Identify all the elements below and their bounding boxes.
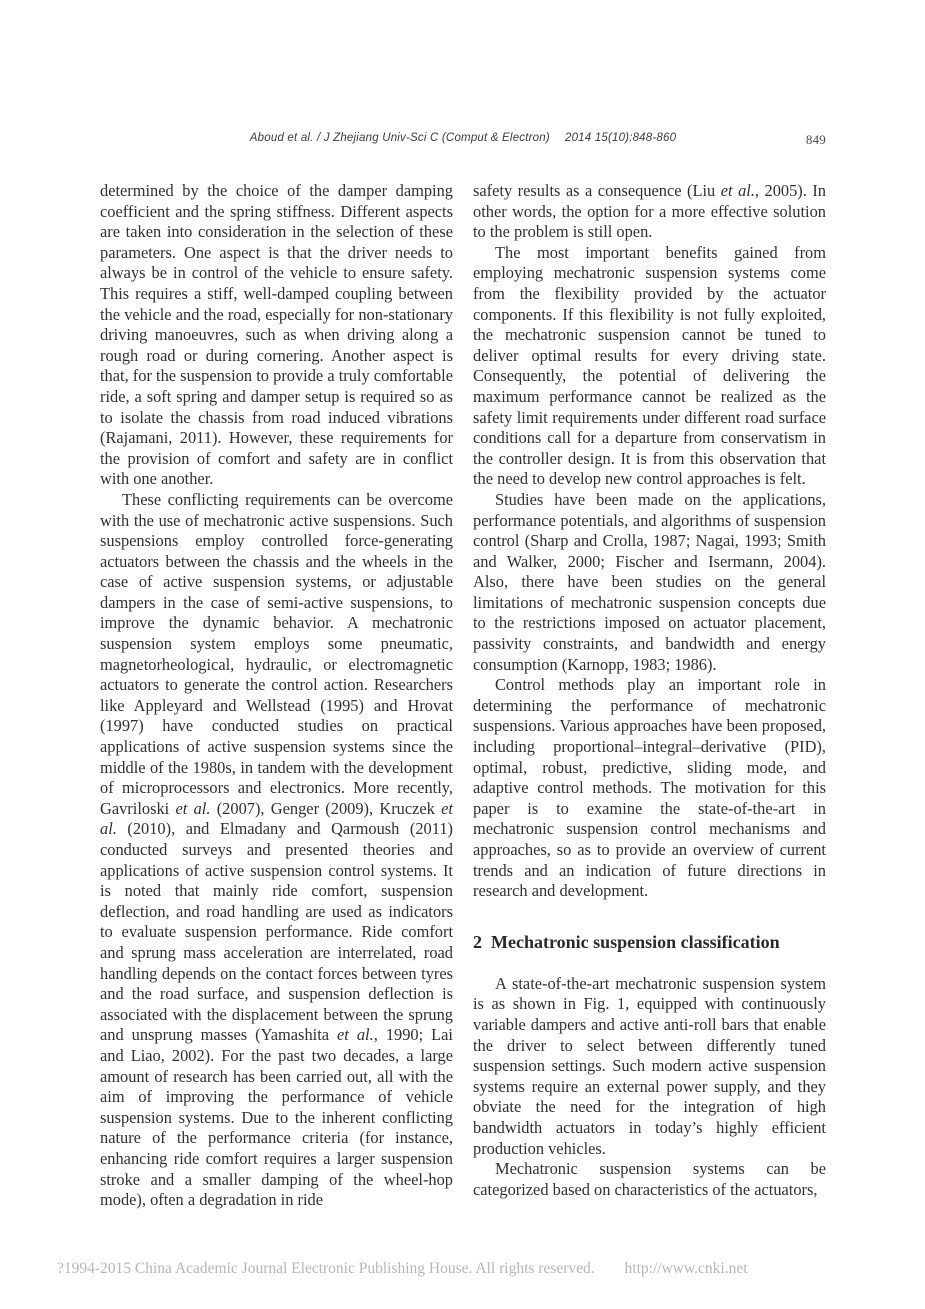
- paragraph: Studies have been made on the applications, performance potentials, and algorithms of suspension control (Sharp and Crolla, 1987; Nagai, 1993; Smith and Walker, 2000; Fischer and Isermann, 2004). Also, there have been studies on the general limitations of mechatronic suspension concepts due to the restrictions imposed on actuator placement, passivity constraints, and bandwidth and energy consumption (Karnopp, 1983; 1986).: [473, 489, 826, 674]
- footer-url: http://www.cnki.net: [624, 1260, 748, 1277]
- section-heading: 2 Mechatronic suspension classification: [473, 931, 780, 952]
- paragraph: determined by the choice of the damper damping coefficient and the spring stiffness. Different aspects are taken into consideration in the selection of these parameters. One aspect is that the driver needs to always be in control of the vehicle to ensure safety. This requires a stiff, well-damped coupling between the vehicle and the road, especially for non-stationary driving manoeuvres, such as when driving along a rough road or during cornering. Another aspect is that, for the suspension to provide a truly comfortable ride, a soft spring and damper setup is required so as to isolate the chassis from road induced vibrations (Rajamani, 2011). However, these requirements for the provision of comfort and safety are in conflict with one another.: [100, 181, 453, 489]
- paragraph: Mechatronic suspension systems can be categorized based on characteristics of the actuators,: [473, 1159, 826, 1199]
- running-title: Aboud et al. / J Zhejiang Univ-Sci C (Comput & Electron) 2014 15(10):848-860: [249, 132, 677, 144]
- page-number: 849: [805, 132, 826, 147]
- paragraph: Control methods play an important role in determining the performance of mechatronic suspensions. Various approaches have been proposed, including proportional–integral–derivative (PID), optimal, robust, predictive, sliding mode, and adaptive control methods. The motivation for this paper is to examine the state-of-the-art in mechatronic suspension control mechanisms and approaches, so as to provide an overview of current trends and an indication of future directions in research and development.: [473, 675, 826, 901]
- right-column: [473, 181, 826, 1211]
- paragraph: These conflicting requirements can be overcome with the use of mechatronic active suspensions. Such suspensions employ controlled force-generating actuators between the chassis and the wheels in the case of active suspension systems, or adjustable dampers in the case of semi-active suspensions, to improve the dynamic behavior. A mechatronic suspension system employs some pneumatic, magnetorheological, hydraulic, or electromagnetic actuators to generate the control action. Researchers like Appleyard and Wellstead (1995) and Hrovat (1997) have conducted studies on practical applications of active suspension systems since the middle of the 1980s, in tandem with the development of microprocessors and electronics. More recently, Gavriloski et al. (2007), Genger (2009), Kruczek et al. (2010), and Elmadany and Qarmoush (2011) conducted surveys and presented theories and applications of active suspension control systems. It is noted that mainly ride comfort, suspension deflection, and road handling are used as indicators to evaluate suspension performance. Ride comfort and sprung mass acceleration are interrelated, road handling depends on the contact forces between tyres and the road surface, and suspension deflection is associated with the displacement between the sprung and unsprung masses (Yamashita et al., 1990; Lai and Liao, 2002). For the past two decades, a large amount of research has been carried out, all with the aim of improving the performance of vehicle suspension systems. Due to the inherent conflicting nature of the performance criteria (for instance, enhancing ride comfort requires a larger suspension stroke and a smaller damping of the wheel-hop mode), often a degradation in ride: [100, 489, 453, 1210]
- article-body: [100, 181, 826, 1211]
- page-header: [100, 132, 826, 150]
- copyright-notice: ?1994-2015 China Academic Journal Electronic Publishing House. All rights reserved.: [57, 1260, 595, 1277]
- paragraph: The most important benefits gained from employing mechatronic suspension systems come from the flexibility provided by the actuator components. If this flexibility is not fully exploited, the mechatronic suspension cannot be tuned to deliver optimal results for every driving state. Consequently, the potential of delivering the maximum performance cannot be realized as the safety limit requirements under different road surface conditions call for a departure from conservatism in the controller design. It is from this observation that the need to develop new control approaches is felt.: [473, 242, 826, 489]
- page-footer: [57, 1260, 748, 1278]
- paragraph: A state-of-the-art mechatronic suspension system is as shown in Fig. 1, equipped with continuously variable dampers and active anti-roll bars that enable the driver to select between differently tuned suspension settings. Such modern active suspension systems require an external power supply, and they obviate the need for the integration of high bandwidth actuators in today’s highly efficient production vehicles.: [473, 973, 826, 1158]
- left-column: [100, 181, 453, 1211]
- paragraph: safety results as a consequence (Liu et al., 2005). In other words, the option for a more effective solution to the problem is still open.: [473, 181, 826, 242]
